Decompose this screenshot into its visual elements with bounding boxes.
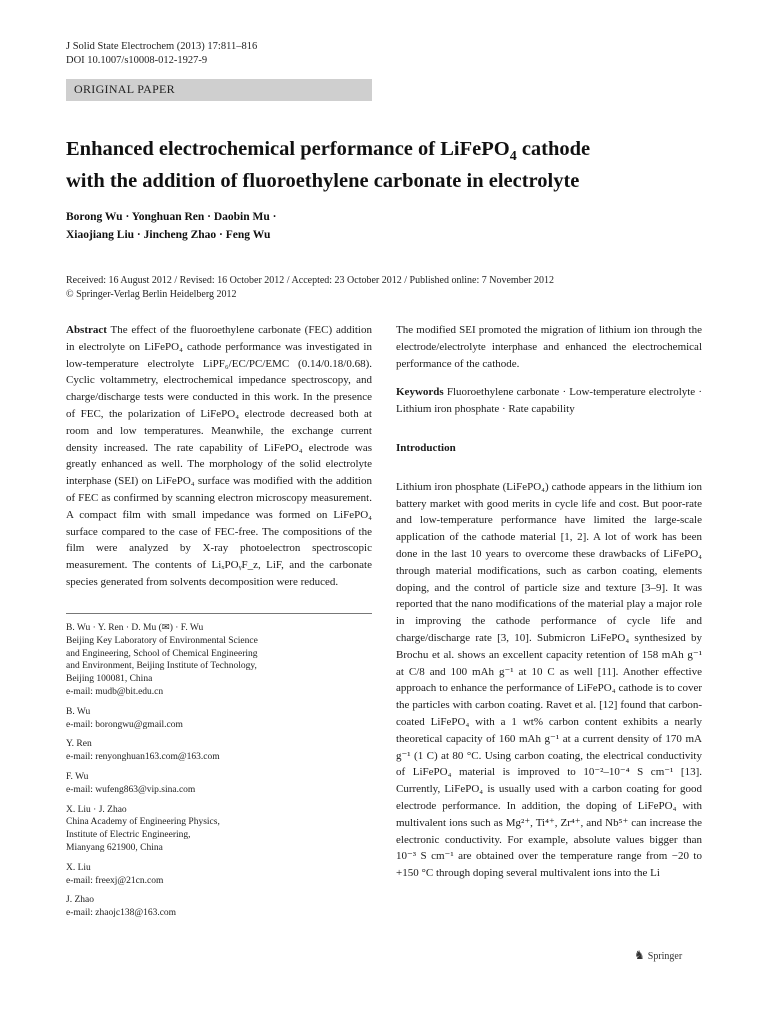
keywords [396,384,702,418]
affiliation-block [66,804,372,855]
authors-line2: Xiaojiang Liu · Jincheng Zhao · Feng Wu [66,229,271,241]
article-type-banner: ORIGINAL PAPER [66,79,372,101]
affiliation-block [66,771,372,797]
abstract-text: The effect of the fluoroethylene carbonate (FEC) addition in electrolyte on LiFePO₄ cathode performance was investigated in low-temperature electrolyte LiPF₆/EC/PC/EMC (0.14/0.18/0.68). Cyclic voltammetry, electrochemical impedance spectroscopy, and charge/discharge tests were conducted in this work. In the presence of FEC, the polarization of LiFePO₄ electrode decreased both at room and low temperatures. Meanwhile, the exchange current density increased. The rate capability of LiFePO₄ electrode was greatly enhanced as well. The morphology of the solid electrolyte interphase (SEI) on LiFePO₄ surface was modified with the addition of FEC as confirmed by scanning electron microscopy measurement. A compact film with small impedance was formed on LiFePO₄ surface compared to the case of FEC-free. The compositions of the film were analyzed by X-ray photoelectron spectroscopic measurement. The contents of LiₓPOᵧF_z, LiF, and the carbonate species generated from solvents decomposition were reduced. [66,324,372,588]
email-link[interactable]: e-mail: mudb@bit.edu.cn [66,686,164,697]
email-link[interactable]: e-mail: wufeng863@vip.sina.com [66,784,196,795]
abstract [66,322,372,591]
affiliations [66,622,372,927]
email-link[interactable]: e-mail: borongwu@gmail.com [66,719,183,730]
affiliation-block [66,862,372,888]
abstract-column [66,322,372,591]
affiliation-line: F. Wu [66,771,89,782]
journal-citation: J Solid State Electrochem (2013) 17:811–816 [66,41,258,52]
email-link[interactable]: e-mail: freexj@21cn.com [66,875,164,886]
affiliation-line: Beijing Key Laboratory of Environmental Science [66,635,258,646]
affiliation-line: and Engineering, School of Chemical Engineering [66,648,258,659]
title-line2: with the addition of fluoroethylene carbonate in electrolyte [66,170,580,193]
affiliation-line: and Environment, Beijing Institute of Technology, [66,661,257,672]
affiliation-block [66,706,372,732]
email-link[interactable]: e-mail: zhaojc138@163.com [66,908,177,919]
affiliation-line: Institute of Electric Engineering, [66,830,191,841]
affiliation-line: J. Zhao [66,895,94,906]
affiliation-line: B. Wu · Y. Ren · D. Mu (✉) · F. Wu [66,623,204,633]
authors-line1: Borong Wu · Yonghuan Ren · Daobin Mu · [66,211,277,223]
author-list [66,208,666,244]
copyright: © Springer-Verlag Berlin Heidelberg 2012 [66,288,237,300]
affiliation-line: China Academy of Engineering Physics, [66,817,220,828]
affiliation-line: Beijing 100081, China [66,674,153,685]
affiliation-block [66,622,372,699]
introduction-heading: Introduction [396,441,456,454]
abstract-continued: The modified SEI promoted the migration of lithium ion through the electrode/electrolyte interphase and enhanced the electrochemical performance of the cathode. [396,324,702,370]
title-line1-post: cathode [516,138,591,160]
affiliation-block [66,894,372,920]
right-column [396,322,702,882]
keywords-label: Keywords [396,386,444,399]
affiliation-line: Y. Ren [66,739,92,750]
title-line1-pre: Enhanced electrochemical performance of LiFePO [66,138,510,160]
affiliation-line: X. Liu · J. Zhao [66,804,127,815]
affiliation-line: B. Wu [66,706,91,717]
publisher-name: Springer [647,951,683,962]
affiliation-block [66,738,372,764]
introduction-text: Lithium iron phosphate (LiFePO₄) cathode appears in the lithium ion battery market with good merits in cycle life and cost. But poor-rate and low-temperature performance have limited the large-scale application of the cathode material [1, 2]. A lot of work has been done in the last 10 years to overcome these drawbacks of LiFePO₄ through material modifications, such as carbon coating, elements doping, and the control of particle size and texture [3–9]. It was reported that the nano modifications of the material play a major role in improving the cathode performance of cycle life and charge/discharge rate [3, 10]. Submicron LiFePO₄ synthesized by Brochu et al. shows an excellent capacity retention of 158 mAh g⁻¹ at C/8 and 100 mAh g⁻¹ at 10 C as well [11]. Another effective approach to enhance the performance of LiFePO₄ cathode is to cover the particles with carbon coating. Ravet et al. [12] found that carbon-coated LiFePO₄ with a 1 wt% carbon content exhibits a nearly theoretical capacity of 160 mAh g⁻¹ at a current density of 170 mA g⁻¹ (1 C) at 80 °C. Using carbon coating, the electrical conductivity of LiFePO₄ material is improved to 10⁻²–10⁻⁴ S cm⁻¹ [13]. Currently, LiFePO₄ is usually used with a carbon coating for good electrode performance. In addition, the doping of LiFePO₄ with multivalent ions such as Mg²⁺, Ti⁴⁺, Zr⁴⁺, and Nb⁵⁺ can increase the electronic conductivity. For example, absolute values bigger than 10⁻³ S cm⁻¹ are obtained over the temperature range from −20 to +150 °C through doping several multivalent ions into the Li [396,480,702,880]
doi[interactable]: DOI 10.1007/s10008-012-1927-9 [66,55,208,66]
email-link[interactable]: e-mail: renyonghuan163.com@163.com [66,752,220,763]
abstract-label: Abstract [66,324,107,336]
springer-horse-icon: ♞ [634,948,645,962]
keywords-text: Fluoroethylene carbonate · Low-temperature electrolyte · Lithium iron phosphate · Rate capability [396,386,702,416]
publication-dates [66,274,726,301]
paper-title [66,137,726,194]
title-line1-sub: 4 [509,149,517,165]
publisher-mark [634,948,682,963]
footnote-divider [66,613,372,614]
affiliation-line: X. Liu [66,862,91,873]
affiliation-line: Mianyang 621900, China [66,842,163,853]
history-dates: Received: 16 August 2012 / Revised: 16 October 2012 / Accepted: 23 October 2012 / Published online: 7 November 2012 [66,275,554,286]
